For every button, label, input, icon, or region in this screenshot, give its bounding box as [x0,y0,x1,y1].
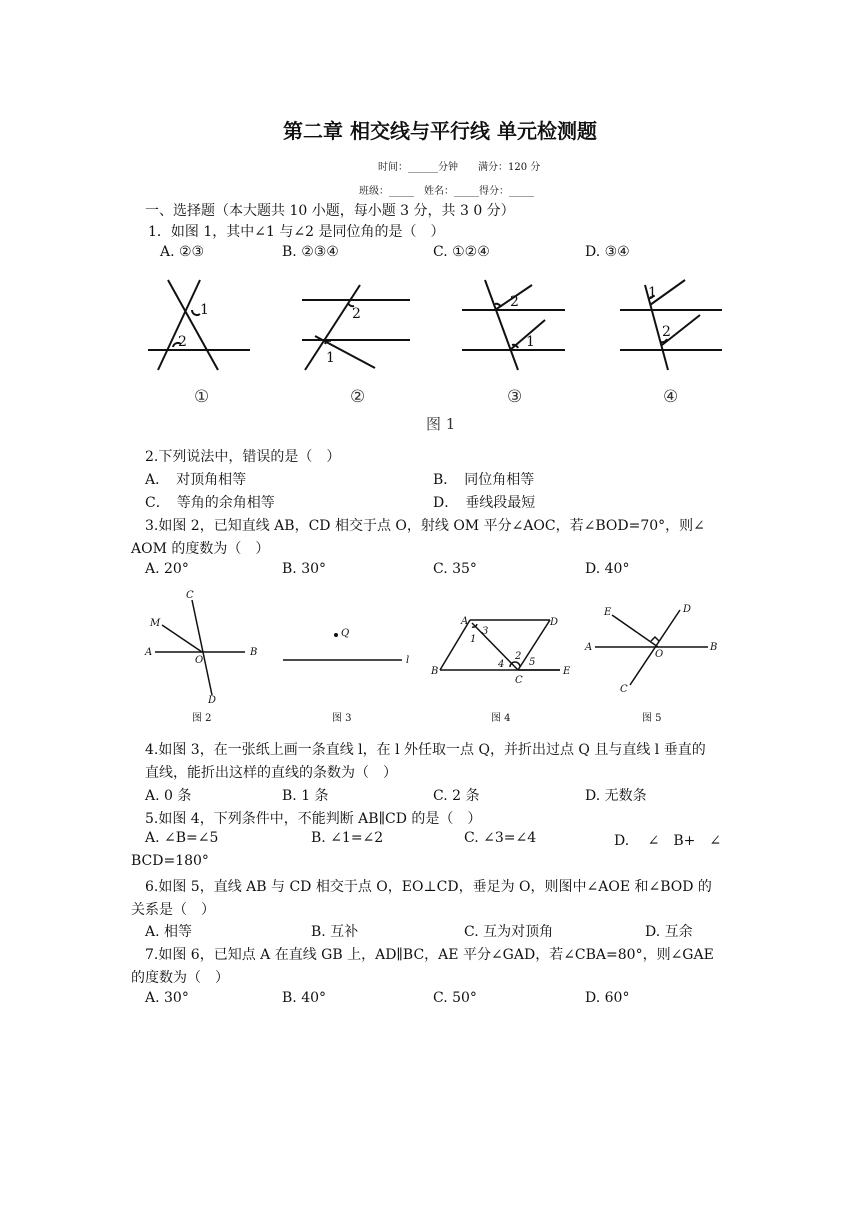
fig1-label-2: 2 [178,334,187,350]
q6-option-c: C. 互为对顶角 [464,924,554,940]
question-4-stem-line2: 直线，能折出这样的直线的条数为（ ） [145,765,397,781]
figure-2-caption: 图 2 [192,713,212,724]
fig3-label-l: l [406,655,410,666]
q4-option-b: B. 1 条 [282,788,329,804]
fig2-label-o: O [195,655,204,666]
q3-option-b: B. 30° [282,561,327,577]
q5-option-b: B. ∠1=∠2 [311,830,384,846]
fig1c-label-2: 2 [510,294,519,310]
fig1-sub-label-2: ② [350,387,366,407]
fig2-label-m: M [150,618,161,629]
q5-option-c: C. ∠3=∠4 [464,830,537,846]
fig4-label-4: 4 [498,659,505,670]
page-title: 第二章 相交线与平行线 单元检测题 [283,119,597,143]
question-7-stem-line2: 的度数为（ ） [131,970,229,986]
fig3-label-q: Q [341,628,350,639]
q2-option-a: A． 对顶角相等 [145,472,247,488]
exam-meta-time: 时间：______分钟 满分：120 分 [378,162,541,173]
fig4-label-d: D [550,617,559,628]
figure-1-caption: 图 1 [426,415,456,433]
q7-option-a: A. 30° [145,990,189,1006]
question-3-stem-line2: AOM 的度数为（ ） [131,541,270,557]
fig5-label-o: O [655,649,664,660]
fig5-label-c: C [620,684,628,695]
q4-option-c: C. 2 条 [433,788,480,804]
fig4-label-5: 5 [529,657,536,668]
fig1b-label-2: 2 [352,306,361,322]
question-6-stem-line2: 关系是（ ） [131,902,215,918]
fig1d-label-1: 1 [648,285,657,301]
q5-option-d: D. ∠ B+ ∠ [614,833,722,849]
question-1-stem: 1．如图 1，其中∠1 与∠2 是同位角的是（ ） [148,224,445,240]
fig4-label-e: E [563,666,571,677]
figure-5-caption: 图 5 [642,713,662,724]
fig4-label-1: 1 [470,634,477,645]
question-6-stem-line1: 6.如图 5，直线 AB 与 CD 相交于点 O，EO⊥CD，垂足为 O，则图中∠AOE 和∠BOD 的 [145,879,712,895]
fig5-label-b: B [710,642,718,653]
figure-1-diagrams [140,270,740,380]
q6-option-d: D. 互余 [645,924,693,940]
fig4-label-a: A [461,616,469,627]
fig4-label-3: 3 [482,626,489,637]
fig5-label-a: A [585,642,593,653]
q6-option-b: B. 互补 [311,924,359,940]
fig2-label-b: B [250,647,258,658]
figure-4-caption: 图 4 [491,713,511,724]
figure-3-caption: 图 3 [332,713,352,724]
q1-option-d: D. ③④ [585,244,630,260]
q5-option-a: A. ∠B=∠5 [145,830,219,846]
q1-option-a: A. ②③ [160,244,205,260]
q5-option-d-continued: BCD=180° [131,853,209,869]
fig1-label-1: 1 [200,302,209,318]
fig5-label-d: D [683,604,692,615]
fig2-label-d: D [208,695,217,706]
question-7-stem-line1: 7.如图 6，已知点 A 在直线 GB 上，AD∥BC，AE 平分∠GAD，若∠CBA=80°，则∠GAE [145,947,714,963]
q3-option-a: A. 20° [145,561,189,577]
q3-option-d: D. 40° [585,561,630,577]
q2-option-d: D． 垂线段最短 [433,495,536,511]
fig1-sub-label-4: ④ [663,387,679,407]
fig1-sub-label-3: ③ [507,387,523,407]
question-4-stem-line1: 4.如图 3，在一张纸上画一条直线 l，在 l 外任取一点 Q，并折出过点 Q 且与直线 l 垂直的 [145,742,706,758]
q2-option-b: B． 同位角相等 [433,472,535,488]
fig1b-label-1: 1 [326,350,335,366]
q6-option-a: A. 相等 [145,924,193,940]
q1-option-b: B. ②③④ [282,244,339,260]
fig1-sub-label-1: ① [194,387,210,407]
q4-option-a: A. 0 条 [145,788,192,804]
question-2-stem: 2.下列说法中，错误的是（ ） [145,449,341,465]
q7-option-b: B. 40° [282,990,327,1006]
fig2-label-a: A [145,647,153,658]
fig4-label-b: B [431,666,439,677]
q7-option-d: D. 60° [585,990,630,1006]
fig1d-label-2: 2 [662,324,671,340]
q1-option-c: C. ①②④ [433,244,490,260]
question-3-stem-line1: 3.如图 2，已知直线 AB，CD 相交于点 O，射线 OM 平分∠AOC，若∠BOD=70°，则∠ [145,518,705,534]
q7-option-c: C. 50° [433,990,477,1006]
question-5-stem: 5.如图 4，下列条件中，不能判断 AB∥CD 的是（ ） [145,811,482,827]
fig2-label-c: C [186,590,194,601]
section-heading: 一、选择题（本大题共 10 小题，每小题 3 分，共 3 0 分） [145,203,515,219]
fig4-label-c: C [515,675,523,686]
fig1c-label-1: 1 [526,334,535,350]
q3-option-c: C. 35° [433,561,477,577]
figures-2-to-5 [140,585,740,710]
fig5-label-e: E [604,607,612,618]
fig4-label-2: 2 [515,651,522,662]
q2-option-c: C． 等角的余角相等 [145,495,275,511]
q4-option-d: D. 无数条 [585,788,647,804]
exam-meta-student: 班级：_____ 姓名：_____得分：_____ [359,186,534,197]
